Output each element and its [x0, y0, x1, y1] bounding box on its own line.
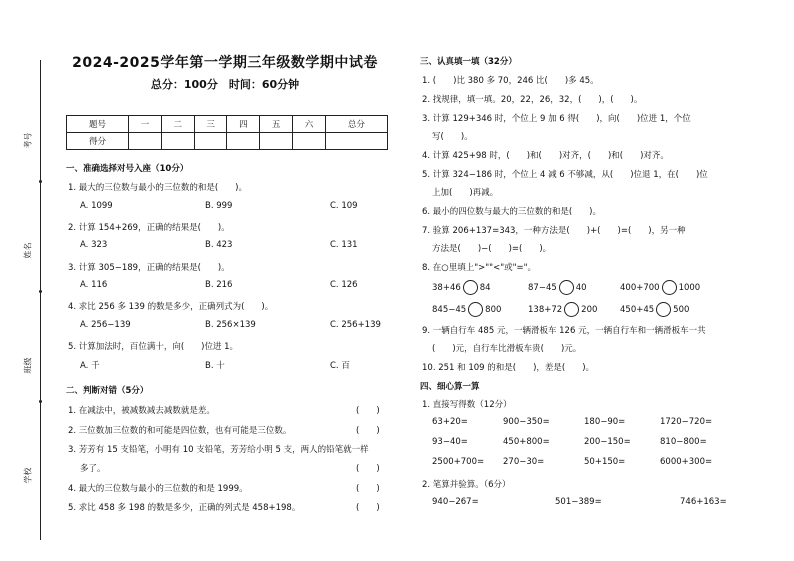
s2-item4: 4. 最大的三位数与最小的三位数的和是 1999。 [68, 484, 248, 494]
page-title: 2024-2025学年第一学期三年级数学期中试卷 [72, 55, 378, 71]
s3-line10: 10. 251 和 109 的和是( )，差是( )。 [422, 363, 595, 373]
compare-item: 138+72 200 [528, 302, 597, 317]
score-cell: 一 [129, 116, 162, 133]
compare-item: 845−45 800 [432, 302, 501, 317]
score-input-cell[interactable] [129, 133, 162, 150]
s2-item5-bracket[interactable]: ( ) [356, 503, 380, 513]
s1-q3: 3. 计算 305−189，正确的结果是( )。 [68, 263, 230, 273]
s1-q1-option-a[interactable]: A. 1099 [80, 201, 113, 211]
s3-line3-cont: 写( )。 [432, 132, 473, 142]
score-cell: 总分 [325, 116, 387, 133]
s1-q5: 5. 计算加法时，百位满十，向( )位进 1。 [68, 342, 239, 352]
score-cell: 三 [194, 116, 227, 133]
page-subtitle: 总分：100分 时间：60分钟 [150, 78, 300, 91]
sidebar-dot [39, 400, 42, 403]
s3-line6: 6. 最小的四位数与最大的三位数的和是( )。 [422, 207, 601, 217]
section2-heading: 二、判断对错（5分） [66, 386, 149, 396]
s1-q3-option-b[interactable]: B. 216 [205, 280, 233, 290]
compare-circle[interactable] [463, 280, 478, 295]
s3-line8: 8. 在○里填上">""<"或"="。 [422, 263, 537, 273]
s3-line9-cont: ( )元，自行车比滑板车贵( )元。 [432, 344, 582, 354]
s3-line5: 5. 计算 324−186 时，个位上 4 减 6 不够减，从( )位退 1，在( )位 [422, 170, 708, 180]
sidebar-line [40, 60, 41, 540]
sidebar-label-class: 班级 [23, 357, 33, 374]
s1-q1-option-c[interactable]: C. 109 [330, 201, 358, 211]
s1-q2-option-c[interactable]: C. 131 [330, 240, 358, 250]
oral-item: 2500+700= [432, 457, 485, 467]
score-cell: 六 [293, 116, 326, 133]
s4-sub1: 1. 直接写得数（12分） [422, 400, 512, 410]
score-input-cell[interactable] [161, 133, 194, 150]
score-table-header-row [67, 116, 388, 133]
s3-line1: 1. ( )比 380 多 70，246 比( )多 45。 [422, 76, 599, 86]
oral-item: 810−800= [660, 437, 707, 447]
s1-q4-option-a[interactable]: A. 256−139 [80, 320, 131, 330]
s2-item3-bracket[interactable]: ( ) [356, 464, 380, 474]
s1-q2-option-a[interactable]: A. 323 [80, 240, 108, 250]
s1-q1: 1. 最大的三位数与最小的三位数的和是( )。 [68, 183, 247, 193]
s3-line4: 4. 计算 425+98 时，( )和( )对齐，( )和( )对齐。 [422, 151, 669, 161]
s2-item1: 1. 在减法中，被减数减去减数就是差。 [68, 406, 215, 416]
s4-sub2: 2. 笔算并验算。（6分） [422, 480, 511, 490]
s1-q5-option-c[interactable]: C. 百 [330, 361, 350, 371]
compare-circle[interactable] [656, 302, 671, 317]
oral-item: 63+20= [432, 417, 468, 427]
score-input-cell[interactable] [325, 133, 387, 150]
score-table-score-row [67, 133, 388, 150]
oral-item: 180−90= [584, 417, 626, 427]
sidebar-dot [39, 180, 42, 183]
s2-item5: 5. 求比 458 多 198 的数是多少，正确的列式是 458+198。 [68, 503, 301, 513]
compare-item: 400+700 1000 [620, 280, 700, 295]
section4-heading: 四、细心算一算 [420, 382, 480, 392]
written-item: 501−389= [555, 497, 602, 507]
s3-line3: 3. 计算 129+346 时，个位上 9 加 6 得( )，向( )位进 1，个位 [422, 114, 691, 124]
score-table [66, 115, 388, 150]
s1-q5-option-a[interactable]: A. 千 [80, 361, 100, 371]
s1-q3-option-c[interactable]: C. 126 [330, 280, 358, 290]
s1-q4-option-b[interactable]: B. 256×139 [205, 320, 256, 330]
s3-line9: 9. 一辆自行车 485 元，一辆滑板车 126 元，一辆自行车和一辆滑板车一共 [422, 326, 706, 336]
s1-q4-option-c[interactable]: C. 256+139 [330, 320, 381, 330]
compare-circle[interactable] [468, 302, 483, 317]
sidebar-label-name: 姓名 [23, 242, 33, 259]
score-cell: 四 [227, 116, 260, 133]
sidebar-label-exam-no: 考号 [23, 132, 33, 149]
score-input-cell[interactable] [227, 133, 260, 150]
oral-item: 270−30= [503, 457, 545, 467]
score-cell: 五 [260, 116, 293, 133]
s3-line7: 7. 验算 206+137=343，一种方法是( )+( )=( )，另一种 [422, 226, 686, 236]
written-item: 940−267= [432, 497, 479, 507]
s2-item3: 3. 芳芳有 15 支铅笔，小明有 10 支铅笔，芳芳给小明 5 支，两人的铅笔就一样 [68, 445, 369, 455]
score-input-cell[interactable] [194, 133, 227, 150]
s3-line5-cont: 上加( )再减。 [432, 188, 499, 198]
s2-item1-bracket[interactable]: ( ) [356, 406, 380, 416]
oral-item: 50+150= [584, 457, 626, 467]
s1-q2-option-b[interactable]: B. 423 [205, 240, 233, 250]
compare-circle[interactable] [564, 302, 579, 317]
sidebar-dot [39, 290, 42, 293]
s2-item4-bracket[interactable]: ( ) [356, 484, 380, 494]
s3-line7-cont: 方法是( )−( )=( )。 [432, 244, 552, 254]
s2-item2-bracket[interactable]: ( ) [356, 426, 380, 436]
s1-q1-option-b[interactable]: B. 999 [205, 201, 233, 211]
score-cell: 二 [161, 116, 194, 133]
section1-heading: 一、准确选择对号入座（10分） [66, 164, 189, 174]
s1-q5-option-b[interactable]: B. 十 [205, 361, 225, 371]
oral-item: 93−40= [432, 437, 468, 447]
score-input-cell[interactable] [260, 133, 293, 150]
sidebar-label-school: 学校 [23, 467, 33, 484]
s2-item3-cont: 多了。 [80, 464, 106, 474]
s1-q2: 2. 计算 154+269，正确的结果是( )。 [68, 223, 230, 233]
compare-item: 87−45 40 [528, 280, 587, 295]
compare-item: 38+46 84 [432, 280, 491, 295]
s3-line2: 2. 找规律，填一填。20，22，26，32，( )，( )。 [422, 95, 643, 105]
compare-circle[interactable] [662, 280, 677, 295]
compare-item: 450+45 500 [620, 302, 689, 317]
s1-q4: 4. 求比 256 多 139 的数是多少，正确列式为( )。 [68, 302, 274, 312]
written-item: 746+163= [680, 497, 727, 507]
score-cell: 题号 [67, 116, 129, 133]
section3-heading: 三、认真填一填（32分） [420, 57, 517, 67]
oral-item: 1720−720= [660, 417, 713, 427]
compare-circle[interactable] [559, 280, 574, 295]
score-cell: 得分 [67, 133, 129, 150]
s2-item2: 2. 三位数加三位数的和可能是四位数，也有可能是三位数。 [68, 426, 292, 436]
oral-item: 6000+300= [660, 457, 713, 467]
oral-item: 200−150= [584, 437, 631, 447]
score-input-cell[interactable] [293, 133, 326, 150]
s1-q3-option-a[interactable]: A. 116 [80, 280, 108, 290]
oral-item: 450+800= [503, 437, 550, 447]
oral-item: 900−350= [503, 417, 550, 427]
